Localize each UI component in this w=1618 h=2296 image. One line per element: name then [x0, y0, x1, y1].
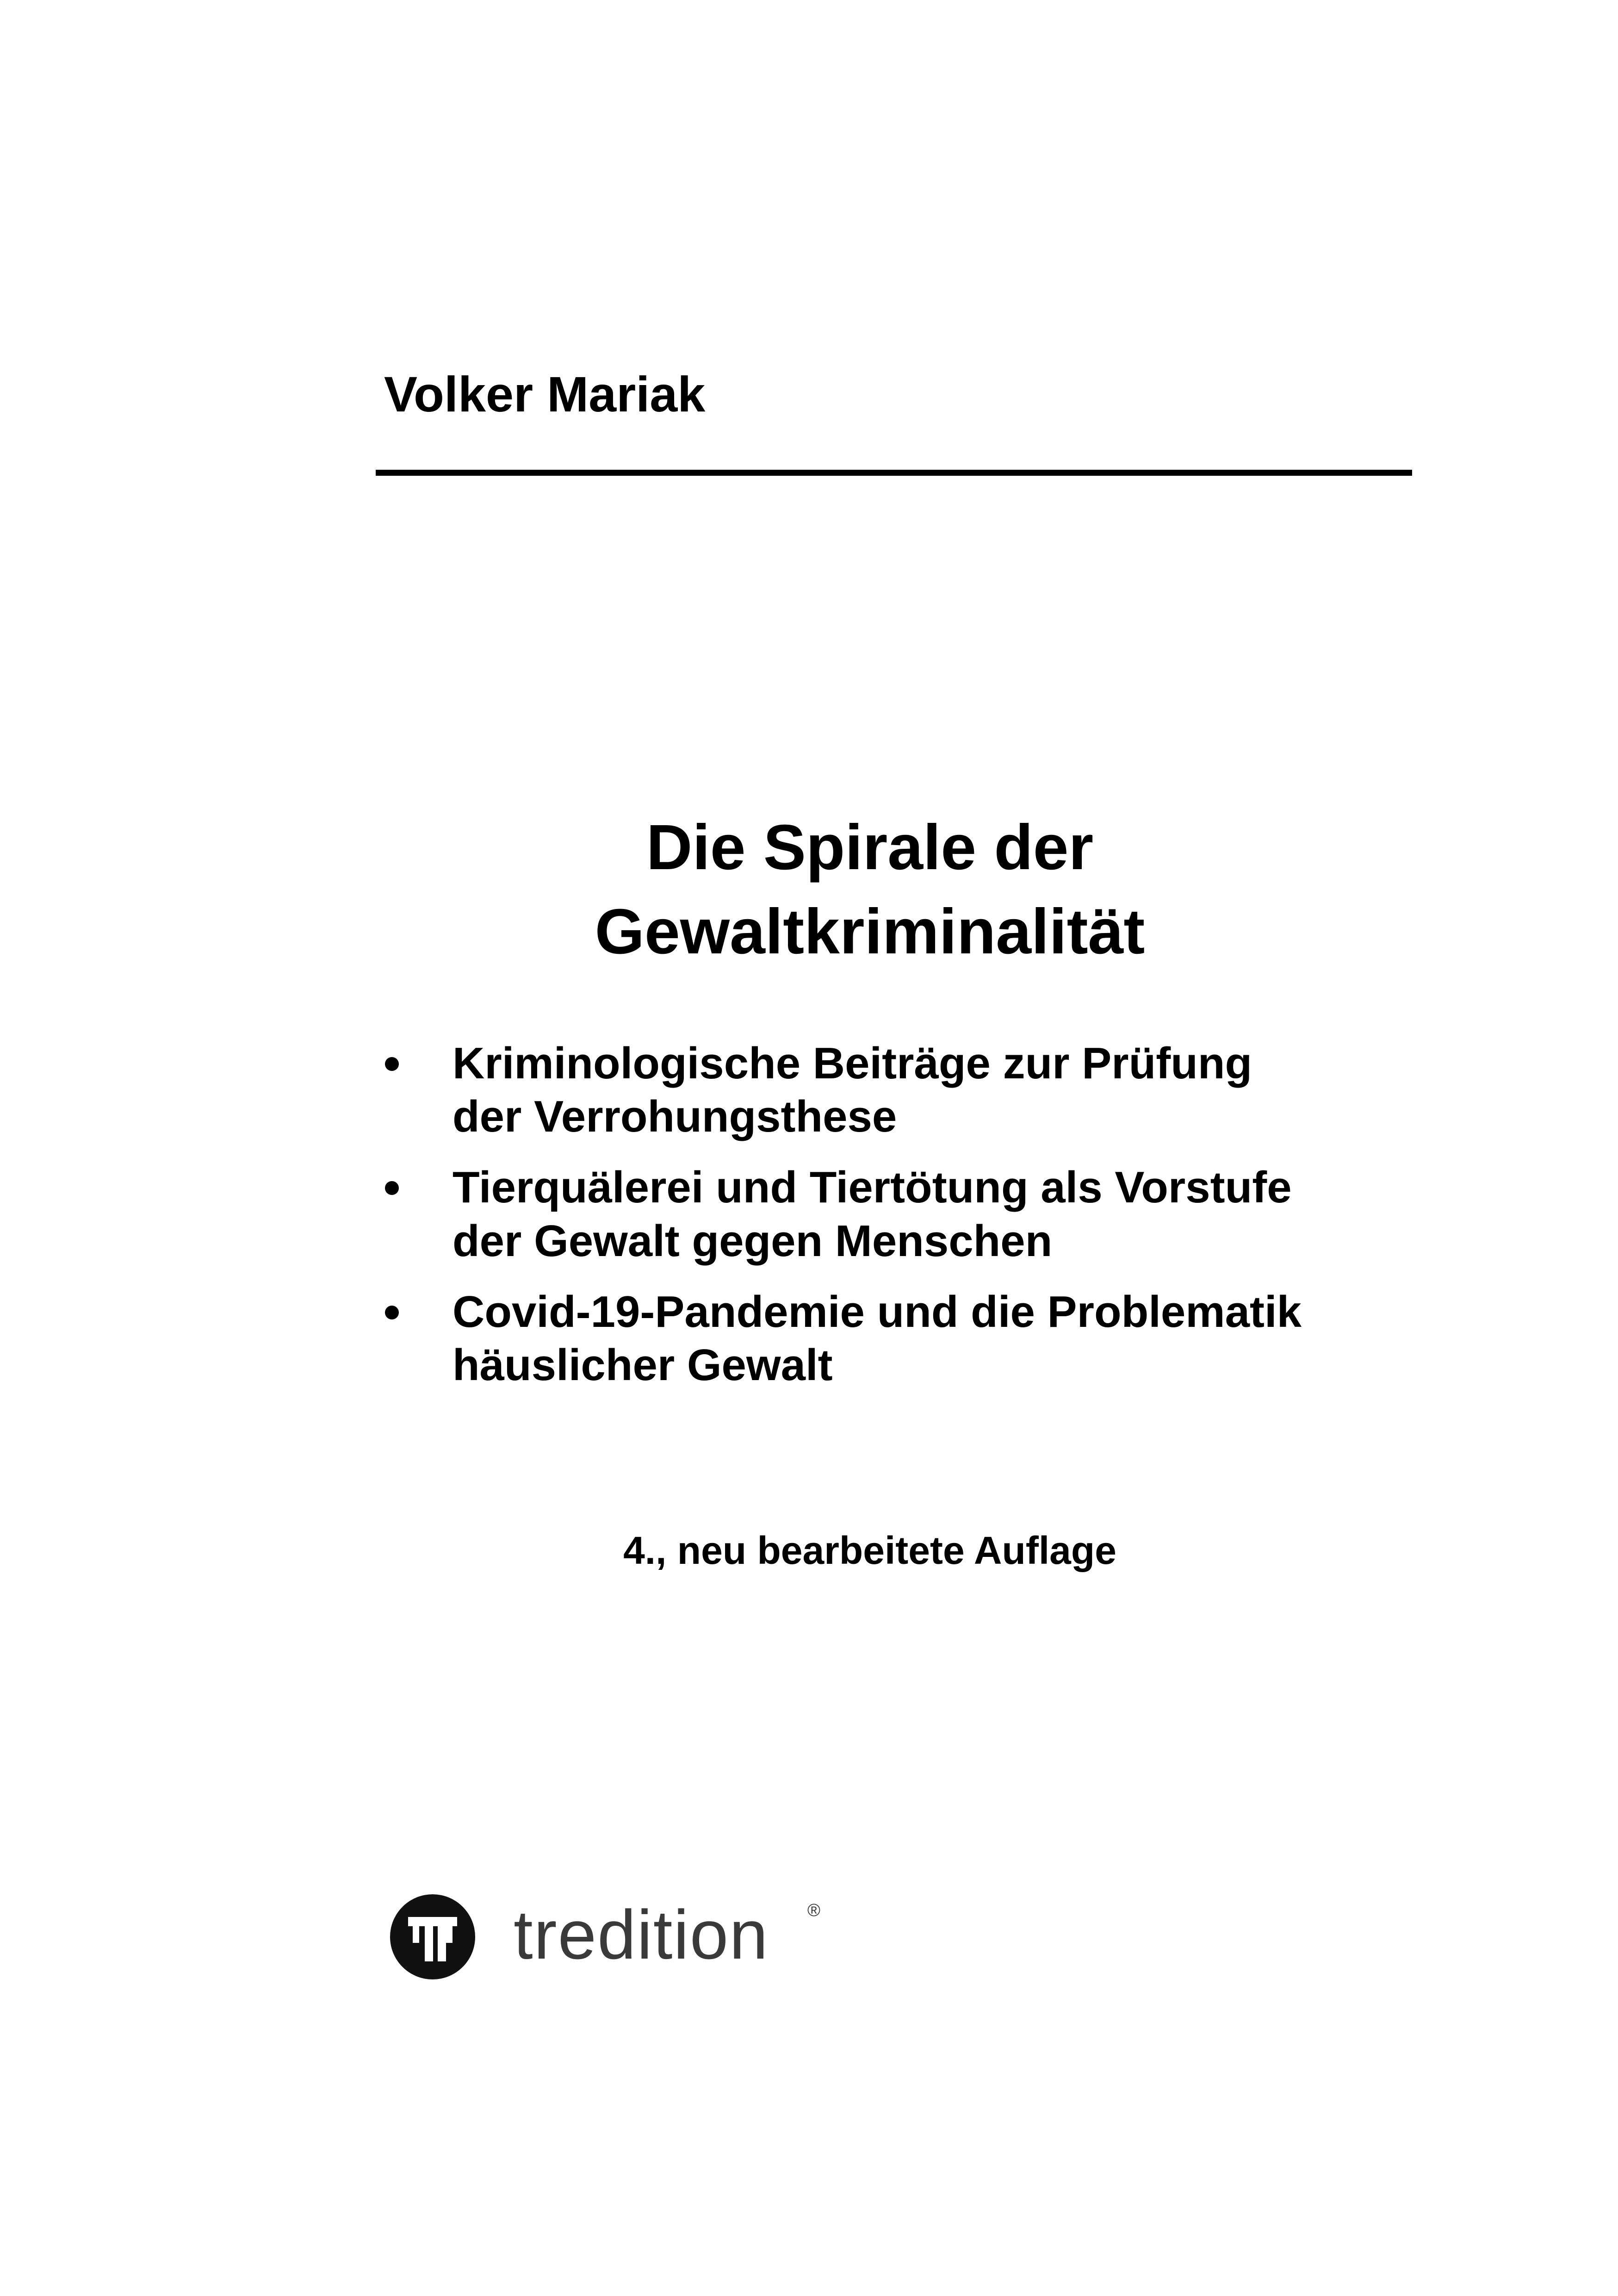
tredition-logo-icon [390, 1894, 475, 1979]
book-title [361, 805, 1379, 974]
bullet-item-line-2: der Verrohungsthese [453, 1092, 897, 1142]
publisher-logo [389, 1888, 851, 1995]
bullet-item-line-2: der Gewalt gegen Menschen [453, 1216, 1053, 1266]
subtitle-bullet-list [384, 1037, 1541, 1409]
bullet-item-line-1: Kriminologische Beiträge zur Prüfung [453, 1039, 1252, 1088]
bullet-dot-icon [385, 1306, 399, 1319]
edition-note: 4., neu bearbeitete Auflage [623, 1529, 1116, 1572]
bullet-dot-icon [385, 1181, 399, 1195]
book-title-line-1: Die Spirale der [646, 812, 1094, 883]
bullet-item-line-1: Tierquälerei und Tiertötung als Vorstufe [453, 1163, 1292, 1213]
bullet-item [384, 1285, 1541, 1392]
book-title-line-2: Gewaltkriminalität [595, 896, 1145, 968]
bullet-item [384, 1037, 1541, 1143]
bullet-item-line-1: Covid-19-Pandemie und die Problematik [453, 1287, 1302, 1337]
bullet-item [384, 1161, 1541, 1267]
author-name: Volker Mariak [384, 366, 706, 422]
publisher-name: tredition [514, 1896, 769, 1973]
bullet-item-line-2: häuslicher Gewalt [453, 1340, 833, 1390]
bullet-dot-icon [385, 1057, 399, 1071]
author-divider [376, 470, 1412, 476]
registered-mark: ® [807, 1901, 820, 1920]
